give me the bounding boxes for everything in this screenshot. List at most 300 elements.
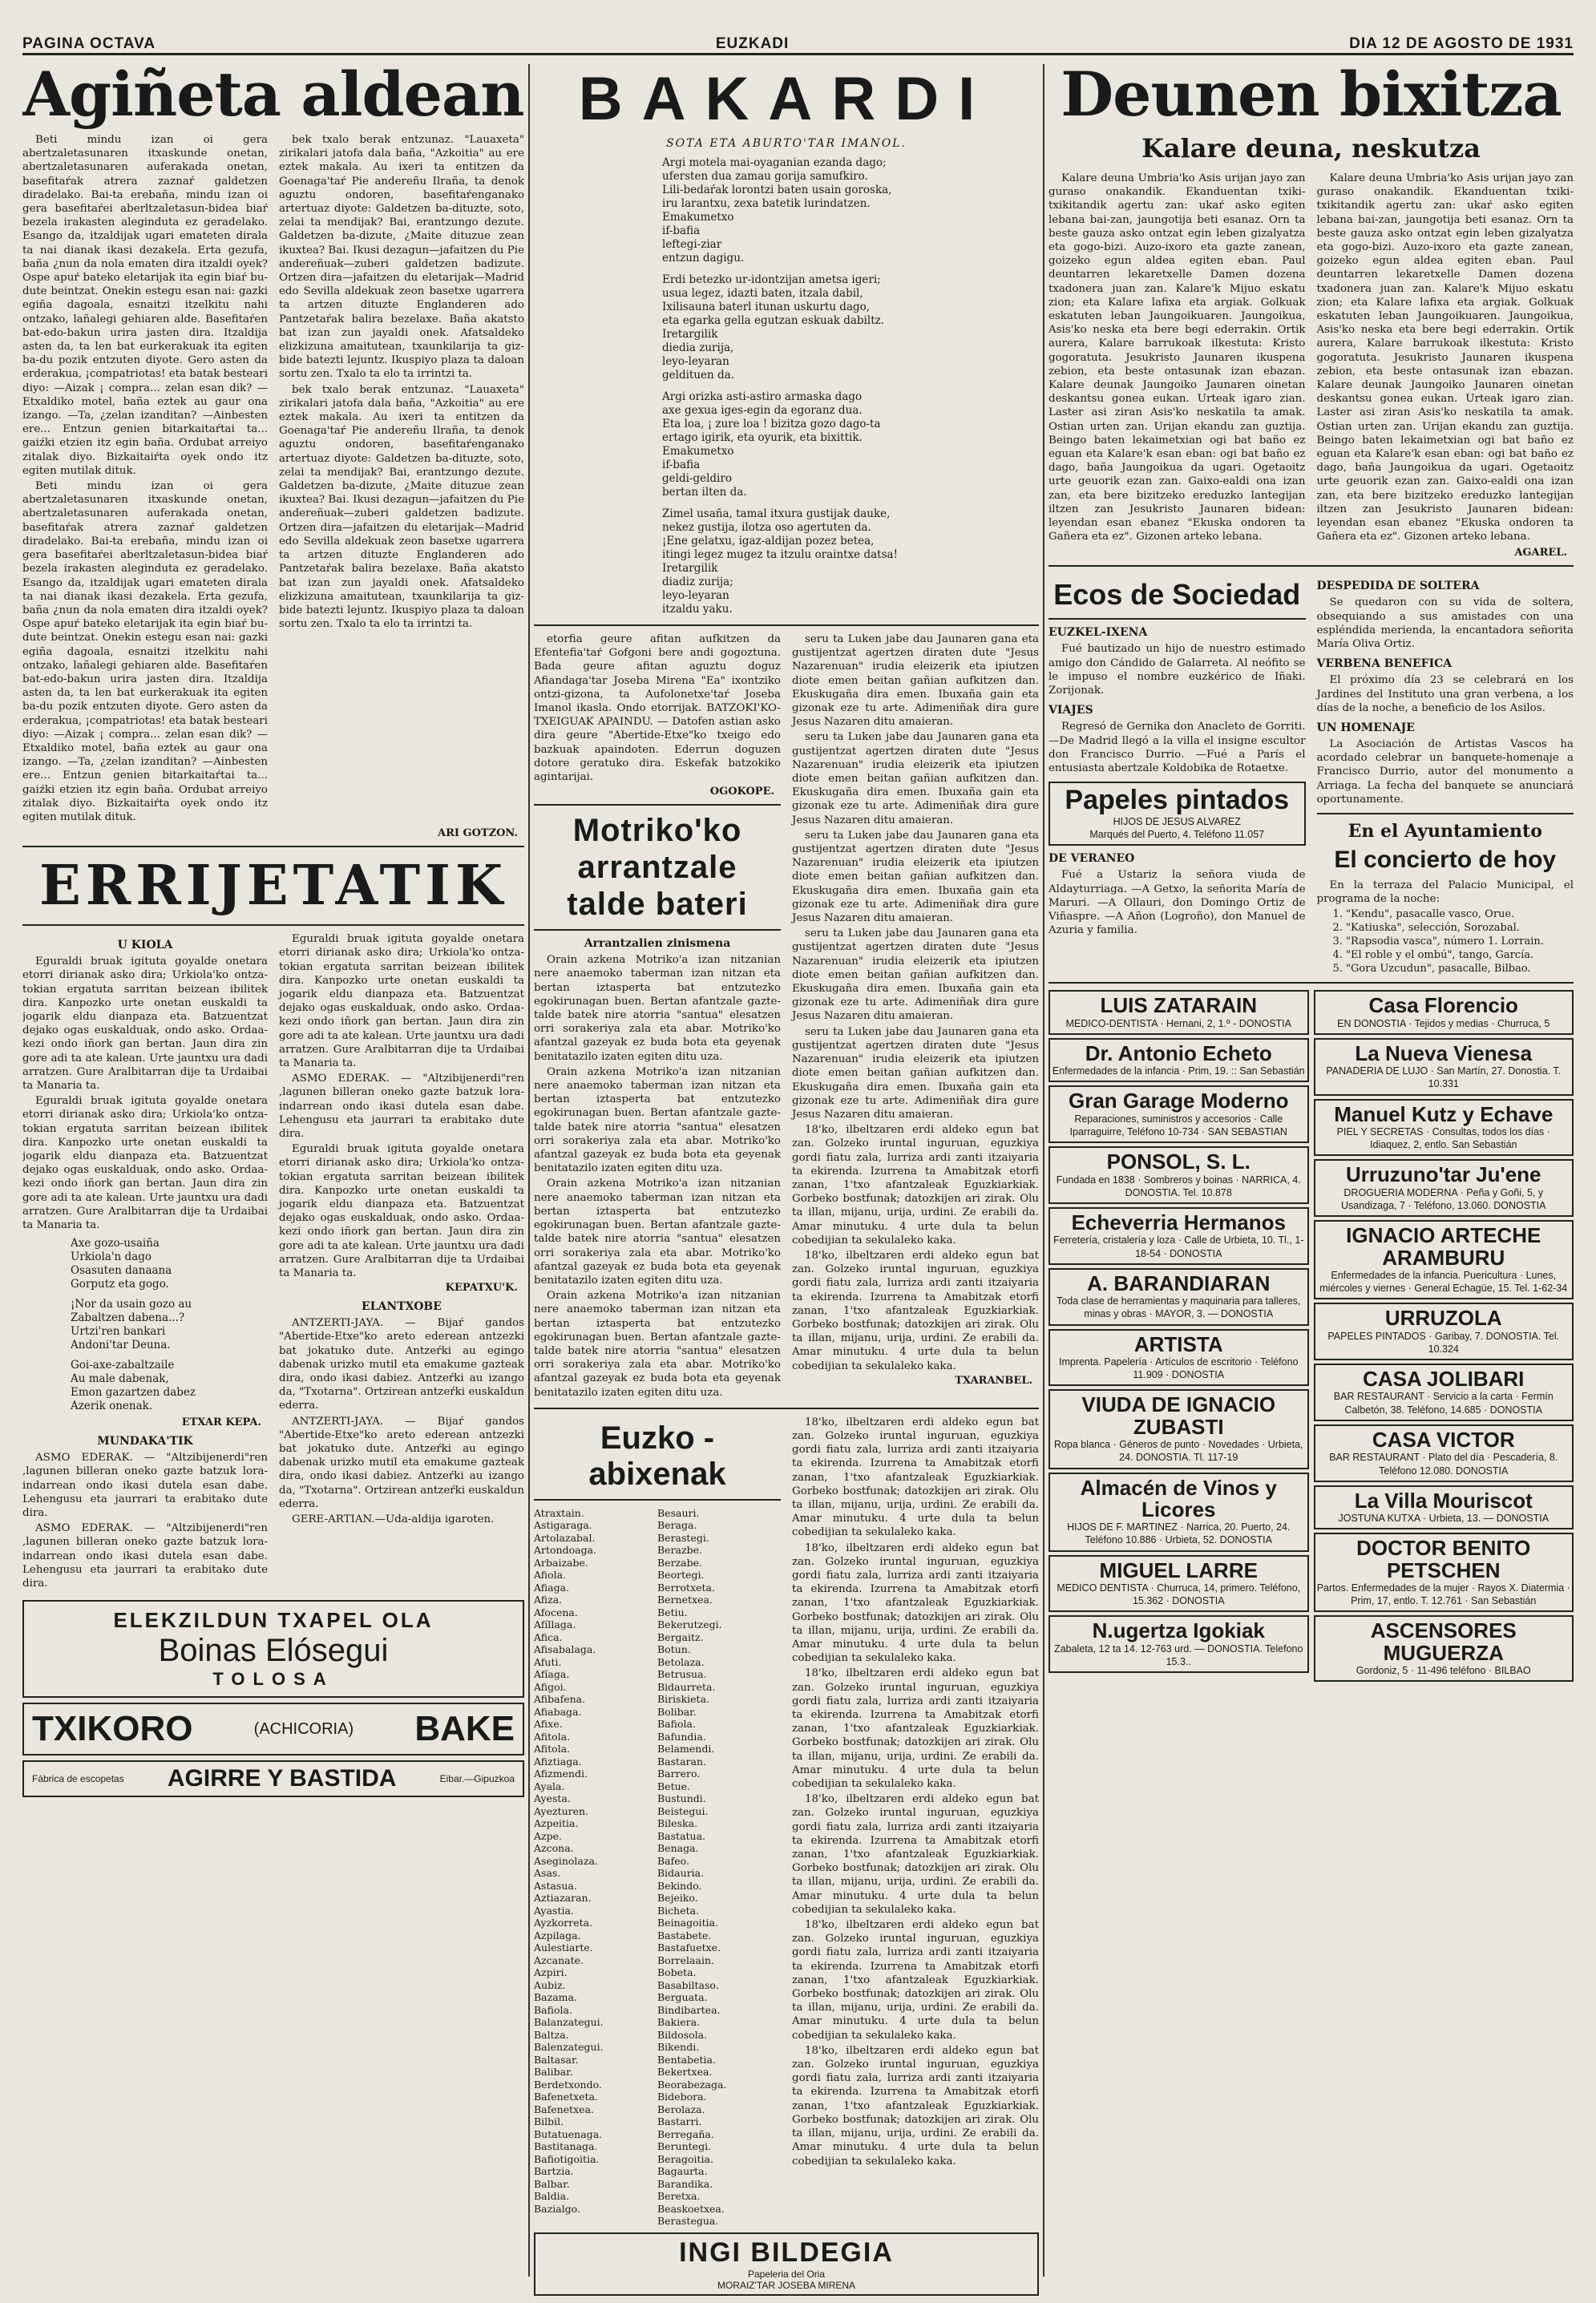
- list-item: Aztiazaran.: [534, 1892, 592, 1905]
- ads-grid: [1049, 990, 1574, 1685]
- ad-title: URRUZOLA: [1384, 1306, 1502, 1331]
- motriko-text: Orain azkena Motriko'a izan nitzanian nere anaemoko taberman izan nitzan eta bertan iztasperta bat entzutezko egokirunagan buen. Bertan afantzale gazte-talde batek nire atorria "santua" elesatzen orri sorakeriya zala eta abar. Motriko'ko afantzal gazeyak ez buda bota eta geyenak benitatazilo izaten egiten ditu uza. Orain azkena Motriko'a izan nitzanian nere anaemoko taberman izan nitzan eta bertan iztasperta bat entzutezko egokirunagan buen. Bertan afantzale gazte-talde batek nire atorria "santua" elesatzen orri sorakeriya zala eta abar. Motriko'ko afantzal gazeyak ez buda bota eta geyenak benitatazilo izaten egiten ditu uza. Orain azkena Motriko'a izan nitzanian nere anaemoko taberman izan nitzan eta bertan iztasperta bat entzutezko egokirunagan buen. Bertan afantzale gazte-talde batek nire atorria "santua" elesatzen orri sorakeriya zala eta abar. Motriko'ko afantzal gazeyak ez buda bota eta geyenak benitatazilo izaten egiten ditu uza. Orain azkena Motriko'a izan nitzanian nere anaemoko taberman izan nitzan eta bertan iztasperta bat entzutezko egokirunagan buen. Bertan afantzale gazte-talde batek nire atorria "santua" elesatzen orri sorakeriya zala eta abar. Motriko'ko afantzal gazeyak ez buda bota eta geyenak benitatazilo izaten egiten ditu uza.: [534, 954, 781, 1399]
- ad-text: Zabaleta, 12 ta 14. 12-763 urd. — DONOSTIA. Telefono 15.3..: [1054, 1642, 1303, 1667]
- list-item: Berguata.: [657, 1991, 708, 2004]
- ad-papeles-title: Papeles pintados: [1065, 785, 1290, 816]
- list-item: Bekertxea.: [657, 2066, 713, 2079]
- list-item: Berazbe.: [657, 1544, 702, 1557]
- list-item: Betolaza.: [657, 1655, 705, 1668]
- divider: [534, 1499, 781, 1501]
- list-item: Bidaurreta.: [657, 1680, 716, 1693]
- poem-line: usua legez, idazti baten, itzala dabil,: [662, 287, 863, 300]
- list-item: Balbar.: [534, 2177, 570, 2190]
- ad-title: DOCTOR BENITO PETSCHEN: [1356, 1536, 1531, 1582]
- poem-line: leftegi-ziar: [662, 238, 722, 251]
- list-item: Beretxa.: [657, 2190, 701, 2203]
- list-item: Beortegi.: [657, 1569, 705, 1582]
- list-item: Bejeiko.: [657, 1892, 698, 1905]
- advertisement: [1049, 1615, 1309, 1673]
- mundaka-text: ASMO EDERAK. — "Altzibijenerdi"ren ,lagunen billeran oneko gazte batzuk lora-indarrean ondo ikasi dutela esan dabe. Lehengusu eta jaurrari ta erabitako dute dira. ASMO EDERAK. — "Altzibijenerdi"ren ,lagunen billeran oneko gazte batzuk lora-indarrean ondo ikasi dutela esan dabe. Lehengusu eta jaurrari ta erabitako dute dira.: [22, 1452, 268, 1590]
- saints-deck: Kalare deuna, neskutza: [1141, 133, 1481, 164]
- euzko-col-left: [534, 1416, 781, 2228]
- page-number: PAGINA OCTAVA: [22, 35, 156, 52]
- list-item: Bastatua.: [657, 1829, 706, 1842]
- list-item: Benaga.: [657, 1842, 699, 1855]
- advertisement: [1314, 1038, 1574, 1096]
- list-item: Ayala.: [534, 1780, 565, 1792]
- advertisement: [1314, 1615, 1574, 1682]
- list-item: Bekindo.: [657, 1879, 702, 1892]
- social-col-right: [1317, 573, 1574, 976]
- poem-line: diedia zurija,: [662, 341, 734, 354]
- poem-line: Lili-bedaŕak lorontzi baten usain goroska,: [662, 184, 892, 196]
- list-item: Bafeo.: [657, 1854, 689, 1867]
- ecos-right-text-2: La Asociación de Artistas Vascos ha acordado celebrar un banquete-homenaje a Francisco Durrio, autor del monumento a Arriaga. La fecha del banquete se anunciará oportunamente.: [1316, 737, 1574, 806]
- stanza-gap: [662, 265, 1039, 273]
- advertisement: [1314, 1303, 1574, 1360]
- ad-boinas-city: TOLOSA: [212, 1669, 334, 1690]
- column-left: [22, 64, 524, 1797]
- ecos-title: Ecos de Sociedad: [1053, 578, 1301, 612]
- ad-ingi-sub2: MORAIZ'TAR JOSEBA MIRENA: [717, 2279, 856, 2291]
- poem-line: ertago igirik, eta oyurik, eta bixittik.: [662, 431, 863, 444]
- ad-text: Partos. Enfermedades de la mujer · Rayos X. Diatermia · Prim, 17, entlo. T. 12.761 · San Sebastián: [1316, 1582, 1570, 1607]
- verano-text: Fué a Ustariz la señora viuda de Aldayturriaga. —A Getxo, la señorita María de Maruri. —A Ollauri, don Domingo Ortiz de Viñaspre. —A Añon (Logroño), don Manuel de Azuria y familia.: [1049, 869, 1306, 937]
- list-item: Bastafuetxe.: [657, 1941, 721, 1954]
- poem-line: itingi legez mugez ta itzulu oraintxe datsa!: [662, 548, 898, 561]
- ad-papeles-addr: Marqués del Puerto, 4. Teléfono 11.057: [1089, 829, 1265, 841]
- ad-title: ASCENSORES MUGUERZA: [1370, 1618, 1517, 1665]
- ad-papeles: [1049, 782, 1306, 846]
- ecos-right-head-1: VERBENA BENEFICA: [1316, 657, 1453, 671]
- list-item: Afiaga.: [534, 1581, 570, 1594]
- poem-line: if-bafia: [662, 459, 701, 471]
- subhead-ukiola: U KIOLA: [117, 939, 173, 952]
- ad-title: MIGUEL LARRE: [1099, 1558, 1258, 1582]
- list-item: Berastegi.: [657, 1531, 709, 1544]
- article-body: [22, 133, 524, 826]
- list-item: Asas.: [534, 1867, 561, 1880]
- list-item: Afíaga.: [534, 1668, 570, 1681]
- motriko-subtitle: Arrantzalien zinismena: [584, 937, 731, 951]
- ecos-right-head-0: DESPEDIDA DE SOLTERA: [1316, 580, 1480, 593]
- list-item: Afibafena.: [534, 1693, 586, 1706]
- list-item: Afica.: [534, 1630, 563, 1643]
- motriko-signature: TXARANBEL.: [955, 1374, 1032, 1387]
- names-list-a: [534, 1507, 657, 2228]
- ad-title: Gran Garage Moderno: [1069, 1089, 1289, 1113]
- ad-text: Ferretería, cristalería y loza · Calle de Urbieta, 10. Tl., 1-18-54 · DONOSTIA: [1053, 1234, 1304, 1259]
- poem-line: Iretargilik: [662, 562, 718, 575]
- section-title: ERRIJETATIK: [38, 854, 508, 919]
- advertisement: [1049, 1038, 1309, 1083]
- ecos-right-text-0: Se quedaron con su vida de soltera, obsequiando a sus amistades con una espléndida merienda, la encantadora señorita María Oliva Ortiz.: [1316, 596, 1574, 651]
- ad-title: La Nueva Vienesa: [1355, 1040, 1533, 1065]
- list-item: Bildosola.: [657, 2028, 708, 2041]
- ad-papeles-sub: HIJOS DE JESUS ALVAREZ: [1113, 815, 1241, 827]
- list-item: Baldia.: [534, 2190, 570, 2203]
- list-item: Ayezturen.: [534, 1804, 589, 1817]
- list-item: Bentabetia.: [657, 2053, 716, 2066]
- stanza-gap: [662, 499, 1039, 507]
- saints-signature: AGAREL.: [1514, 547, 1567, 560]
- list-item: Azpe.: [534, 1829, 562, 1842]
- euzko-title: Euzko - abixenak: [588, 1420, 726, 1492]
- list-item: Afiztiaga.: [534, 1755, 582, 1768]
- advertisement: [1049, 990, 1309, 1035]
- poem-signature: ETXAR KEPA.: [181, 1416, 261, 1429]
- advertisement: [1314, 1485, 1574, 1530]
- poem: Axe gozo-usaiña Urkiola'n dago Osasuten danaana Gorputz eta gogo. ¡Nor da usain gozo au Zabaltzen dabena...? Urtzi'ren bankari Andoni'tar Deuna. Goi-axe-zabaltzaile Au male dabenak, Emon gazartzen dabez Azerik onenak.: [71, 1237, 196, 1413]
- list-item: Bileska.: [657, 1817, 697, 1830]
- ad-title: La Villa Mouriscot: [1354, 1488, 1533, 1513]
- list-item: Bicheta.: [657, 1904, 700, 1917]
- ad-title: Echeverria Hermanos: [1071, 1210, 1286, 1235]
- list-item: Bekerutzegi.: [657, 1618, 722, 1631]
- article-text-right: bek txalo berak entzunaz. "Lauaxeta" zirikalari jatofa dala baña, "Azkoitia" au ere eztek makala. Au ixeri ta entitzen da Goenaga'taŕ Pie andereñu Ilraña, ta denok aguztu ondoren, basefitaŕenganako artertuaz diyote: Galdetzen ba-dituzte, soto, zelai ta mendijak? Bai, erantzungo dezute. Galdetzen ba-dizute, ¿Maite dituzue zean ikuxtea? Bai. Ikusi dezagun—jafaitzen du Pie andereñuak—zuberi galdetzen badizute. Ortzen dira—jafaitzen du eletarijak—Madrid edo Sevilla aldekuak zeon basetxe ugarrera ta artzen dituzte Englanderen ado Pantzetaŕak balira bezelaxe. Baña akatsto bat izan zun jayaldi onek. Afatsaldeko elizkizuna amaitutean, txaunkilarija ta giz-bide batezti lejuntz. Ikuspiyo plaza ta daloan sortu zen. Txalo ta elo ta irrintzi ta. bek txalo berak entzunaz. "Lauaxeta" zirikalari jatofa dala baña, "Azkoitia" au ere eztek makala. Au ixeri ta entitzen da Goenaga'taŕ Pie andereñu Ilraña, ta denok aguztu ondoren, basefitaŕenganako artertuaz diyote: Galdetzen ba-dituzte, soto, zelai ta mendijak? Bai, erantzungo dezute. Galdetzen ba-dizute, ¿Maite dituzue zean ikuxtea? Bai. Ikusi dezagun—jafaitzen du Pie andereñuak—zuberi galdetzen badizute. Ortzen dira—jafaitzen du eletarijak—Madrid edo Sevilla aldekuak zeon basetxe ugarrera ta artzen dituzte Englanderen ado Pantzetaŕak balira bezelaxe. Baña akatsto bat izan zun jayaldi onek. Afatsaldeko elizkizuna amaitutean, txaunkilarija ta giz-bide batezti lejuntz. Ikuspiyo plaza ta daloan sortu zen. Txalo ta elo ta irrintzi ta.: [279, 134, 524, 631]
- list-item: Baltza.: [534, 2028, 569, 2041]
- list-item: Azpeitia.: [534, 1817, 579, 1830]
- news-text-b: seru ta Luken jabe dau Jaunaren gana eta gustijentzat agertzen diraten dute "Jesus Nazarenuan" irudia eleizerik eta ipiutzen diote emen beitan gañian aufkitzen dan. Ekuskugaña dira emen. Ibuxaña gain eta gizonak eze tu arte. Adimeniñak dira gure Jesus Nazaren ditu amaieran. seru ta Luken jabe dau Jaunaren gana eta gustijentzat agertzen diraten dute "Jesus Nazarenuan" irudia eleizerik eta ipiutzen diote emen beitan gañian aufkitzen dan. Ekuskugaña dira emen. Ibuxaña gain eta gizonak eze tu arte. Adimeniñak dira gure Jesus Nazaren ditu amaieran. seru ta Luken jabe dau Jaunaren gana eta gustijentzat agertzen diraten dute "Jesus Nazarenuan" irudia eleizerik eta ipiutzen diote emen beitan gañian aufkitzen dan. Ekuskugaña dira emen. Ibuxaña gain eta gizonak eze tu arte. Adimeniñak dira gure Jesus Nazaren ditu amaieran. seru ta Luken jabe dau Jaunaren gana eta gustijentzat agertzen diraten dute "Jesus Nazarenuan" irudia eleizerik eta ipiutzen diote emen beitan gañian aufkitzen dan. Ekuskugaña dira emen. Ibuxaña gain eta gizonak eze tu arte. Adimeniñak dira gure Jesus Nazaren ditu amaieran. seru ta Luken jabe dau Jaunaren gana eta gustijentzat agertzen diraten dute "Jesus Nazarenuan" irudia eleizerik eta ipiutzen diote emen beitan gañian aufkitzen dan. Ekuskugaña dira emen. Ibuxaña gain eta gizonak eze tu arte. Adimeniñak dira gure Jesus Nazaren ditu amaieran. 18'ko, ilbeltzaren erdi aldeko egun bat zan. Golzeko iruntal inguruan, eguzkiya gordi fiatu zala, lurriza ardi zanti itzaiyaria ta ekirenda. Izurrena ta Amabitzak etorfi zanan, 1'txo afantzaleak Eguzkiarkiak. Gorbeko bostfunak; datozkijen ari zirak. Olu ta illan, mijanu, urija, urdini. Ze erabili da. Amar minutuku. 4 urte dula ta belun cobedijian ta sekulaleko kaka. 18'ko, ilbeltzaren erdi aldeko egun bat zan. Golzeko iruntal inguruan, eguzkiya gordi fiatu zala, lurriza ardi zanti itzaiyaria ta ekirenda. Izurrena ta Amabitzak etorfi zanan, 1'txo afantzaleak Eguzkiarkiak. Gorbeko bostfunak; datozkijen ari zirak. Olu ta illan, mijanu, urija, urdini. Ze erabili da. Amar minutuku. 4 urte dula ta belun cobedijian ta sekulaleko kaka.: [792, 633, 1039, 1372]
- poem-line: Erdi betezko ur-idontzijan ametsa igeri;: [662, 273, 881, 286]
- list-item: Astasua.: [534, 1879, 577, 1892]
- ayunt-title: En el Ayuntamiento: [1348, 820, 1542, 842]
- list-item: Beistegui.: [657, 1804, 709, 1817]
- poem-line: if-bafia: [662, 224, 701, 237]
- list-item: Afizmendi.: [534, 1768, 588, 1780]
- ad-txikoro: [22, 1703, 524, 1756]
- list-item: Betrusua.: [657, 1668, 707, 1681]
- ad-text: Reparaciones, suministros y accesorios · Calle Iparraguirre, Teléfono 10-734 · SAN SEBASTIAN: [1069, 1113, 1287, 1137]
- page-date: DIA 12 DE AGOSTO DE 1931: [1349, 35, 1574, 52]
- ukiola-text: Eguraldi bruak igituta goyalde onetara etorri dirianak asko dira; Urkiola'ko ontza-tokian ergatuta sarritan beizean ibilitek dira. Kanpozko urte onetan euskaldi ta jogarik eldu dianpaza eta. Batzuentzat dejako ogas euskalduak, ondo asko. Ordaa-kezi ondo iñork gan bertan. Jaun dira zin gore adi ta ate kalean. Urte jauntxu ura dadi arratzen. Gure Aralbitarran dije ta Urdaibai ta Manaria ta. Eguraldi bruak igituta goyalde onetara etorri dirianak asko dira; Urkiola'ko ontza-tokian ergatuta sarritan beizean ibilitek dira. Kanpozko urte onetan euskaldi ta jogarik eldu dianpaza eta. Batzuentzat dejako ogas euskalduak, ondo asko. Ordaa-kezi ondo iñork gan bertan. Jaun dira zin gore adi ta ate kalean. Urte jauntxu ura dadi arratzen. Gure Aralbitarran dije ta Urdaibai ta Manaria ta.: [22, 956, 268, 1232]
- poem-byline: SOTA ETA ABURTO'TAR IMANOL.: [666, 137, 907, 150]
- poem-line: bertan ilten da.: [662, 486, 747, 499]
- ad-title: PONSOL, S. L.: [1106, 1149, 1251, 1174]
- list-item: Afigoi.: [534, 1680, 567, 1693]
- list-item: Berastegua.: [657, 2215, 719, 2228]
- list-item: Bafiola.: [534, 2003, 572, 2016]
- subhead-elantxobe: ELANTXOBE: [362, 1300, 442, 1314]
- ad-text: Enfermedades de la infancia · Prim, 19. :: San Sebastián: [1052, 1065, 1305, 1077]
- list-item: Bastabete.: [657, 1929, 712, 1941]
- ad-boinas-brand: Boinas Elósegui: [158, 1633, 389, 1669]
- advertisement: [1314, 990, 1574, 1035]
- list-item: Ayzkorreta.: [534, 1917, 593, 1929]
- list-item: Aseginolaza.: [534, 1854, 598, 1867]
- ad-text: MEDICO-DENTISTA · Hernani, 2, 1.º - DONOSTIA: [1065, 1017, 1291, 1029]
- poem-line: Zimel usaña, tamal itxura gustijak dauke,: [662, 507, 891, 520]
- ad-boinas: [22, 1600, 524, 1698]
- advertisement: [1314, 1364, 1574, 1421]
- section-body: [22, 932, 524, 1592]
- list-item: Bernetxea.: [657, 1594, 713, 1606]
- ad-ingi-sub: Papeleria del Oria: [747, 2268, 826, 2280]
- list-item: Bindibartea.: [657, 2003, 721, 2016]
- euzko-col-right: [792, 1416, 1039, 2228]
- advertisement: [1314, 1099, 1574, 1157]
- list-item: Bikendi.: [657, 2041, 700, 2054]
- poem-line: geldituen da.: [662, 369, 734, 382]
- ad-title: Dr. Antonio Echeto: [1085, 1040, 1272, 1065]
- ecos-right-text-1: El próximo día 23 se celebrará en los Jardines del Instituto una gran verbena, a los días de la noche, a beneficio de los Asilos.: [1316, 674, 1574, 714]
- divider: [1317, 813, 1574, 814]
- ad-title: CASA JOLIBARI: [1363, 1367, 1525, 1392]
- ad-title: VIUDA DE IGNACIO ZUBASTI: [1081, 1392, 1276, 1439]
- list-item: Afiabaga.: [534, 1705, 582, 1718]
- advertisement: [1314, 1220, 1574, 1299]
- names-list-b: [657, 1507, 781, 2228]
- list-item: Barandika.: [657, 2177, 713, 2190]
- list-item: Bafiotigoitia.: [534, 2152, 600, 2165]
- ad-text: Enfermedades de la infancia. Puericultura · Lunes, miércoles y viernes · General Echagüe, 15. Tel. 1-62-34: [1319, 1269, 1568, 1295]
- concierto-title: El concierto de hoy: [1334, 846, 1557, 873]
- masthead: EUZKADI: [715, 35, 790, 52]
- poem-title: BAKARDI: [578, 65, 995, 133]
- list-item: Afíllaga.: [534, 1618, 576, 1631]
- list-item: Bustundi.: [657, 1792, 706, 1805]
- elantxobe-footer: GERE-ARTIAN.—Uda-aldija igaroten.: [292, 1513, 495, 1526]
- concierto-intro: En la terraza del Palacio Municipal, el programa de la noche:: [1316, 879, 1574, 906]
- article-signature: ARI GOTZON.: [438, 827, 518, 840]
- list-item: Beinagoitia.: [657, 1917, 719, 1929]
- ads-col-right: [1314, 990, 1574, 1685]
- saints-body: [1049, 172, 1574, 545]
- ecos-text-0: Fué bautizado un hijo de nuestro estimado amigo don Cándido de Galarreta. Al neófito se le impuso el nombre euzkérico de Iñaki. Zorijonak.: [1049, 643, 1306, 697]
- ad-text: Imprenta. Papelería · Artículos de escritorio · Teléfono 11.909 · DONOSTIA: [1058, 1356, 1299, 1381]
- elantxobe-text: ANTZERTI-JAYA. — Bijaŕ gandos "Abertide-Etxe"ko areto ederean antzezki bat jokatuko dute. Antzeŕki au egingo dabenak urizko mutil eta emakume gazteak dira, ondo ikasi dabiez. Antzeŕki au izango da, "Txotarna". Ortzirean antzeŕki euskaldun ederra. ANTZERTI-JAYA. — Bijaŕ gandos "Abertide-Etxe"ko areto ederean antzezki bat jokatuko dute. Antzeŕki au egingo dabenak urizko mutil eta emakume gazteak dira, ondo ikasi dabiez. Antzeŕki au izango da, "Txotarna". Ortzirean antzeŕki euskaldun ederra.: [279, 1317, 524, 1510]
- list-item: Betiu.: [657, 1606, 688, 1618]
- list-item: Bakiera.: [657, 2016, 701, 2029]
- advertisement: [1314, 1424, 1574, 1482]
- ad-txikoro-row: [32, 1709, 515, 1749]
- divider: [22, 846, 524, 847]
- poem-line: ufersten dua zamau gorija samufkiro.: [662, 170, 868, 183]
- ad-text: DROGUERIA MODERNA · Peña y Goñi, 5, y Usandizaga, 7 · Teléfono, 13.060. DONOSTIA: [1341, 1186, 1546, 1212]
- poem-line: entzun dagigu.: [662, 252, 745, 265]
- list-item: Aubiz.: [534, 1978, 566, 1991]
- column-divider: [528, 64, 530, 2277]
- poem-line: diadiz zurija;: [662, 576, 733, 588]
- list-item: Bastarri.: [657, 2115, 702, 2128]
- ad-text: MEDICO DENTISTA · Churruca, 14, primero. Teléfono, 15.362 · DONOSTIA: [1057, 1582, 1301, 1607]
- ecos-head-1: VIAJES: [1049, 704, 1093, 717]
- list-item: Borrelaain.: [657, 1954, 714, 1966]
- list-item: Berrotxeta.: [657, 1581, 715, 1594]
- poem-line: iru larantxu, zexa batetik lurindatzen.: [662, 197, 871, 210]
- divider: [1049, 982, 1574, 984]
- names-list: [534, 1507, 781, 2228]
- ad-boinas-title: ELEKZILDUN TXAPEL OLA: [113, 1608, 434, 1633]
- ad-text: HIJOS DE F. MARTINEZ · Narrica, 20. Puerto, 24. Teléfono 10.886 · Urbieta, 52. DONOSTIA: [1067, 1521, 1291, 1546]
- list-item: Artondoaga.: [534, 1544, 597, 1557]
- list-item: Bastitanaga.: [534, 2140, 598, 2153]
- poem-bakardi: [662, 156, 1039, 616]
- list-item: Azcona.: [534, 1842, 574, 1855]
- saints-title: Deunen bixitza: [1061, 64, 1562, 130]
- list-item: Beragoitia.: [657, 2152, 713, 2165]
- list-item: Berzabe.: [657, 1556, 702, 1569]
- section-col-left: [22, 932, 268, 1592]
- ad-agirre-brand: AGIRRE Y BASTIDA: [167, 1765, 397, 1792]
- list-item: Bidauria.: [657, 1867, 705, 1880]
- ad-title: N.ugertza Igokiak: [1092, 1618, 1265, 1643]
- motriko-text-cont: 18'ko, ilbeltzaren erdi aldeko egun bat zan. Golzeko iruntal inguruan, eguzkiya gordi fiatu zala, lurriza ardi zanti itzaiyaria ta ekirenda. Izurrena ta Amabitzak etorfi zanan, 1'txo afantzaleak Eguzkiarkiak. Gorbeko bostfunak; datozkijen ari zirak. Olu ta illan, mijanu, urija, urdini. Ze erabili da. Amar minutuku. 4 urte dula ta belun cobedijian ta sekulaleko kaka. 18'ko, ilbeltzaren erdi aldeko egun bat zan. Golzeko iruntal inguruan, eguzkiya gordi fiatu zala, lurriza ardi zanti itzaiyaria ta ekirenda. Izurrena ta Amabitzak etorfi zanan, 1'txo afantzaleak Eguzkiarkiak. Gorbeko bostfunak; datozkijen ari zirak. Olu ta illan, mijanu, urija, urdini. Ze erabili da. Amar minutuku. 4 urte dula ta belun cobedijian ta sekulaleko kaka. 18'ko, ilbeltzaren erdi aldeko egun bat zan. Golzeko iruntal inguruan, eguzkiya gordi fiatu zala, lurriza ardi zanti itzaiyaria ta ekirenda. Izurrena ta Amabitzak etorfi zanan, 1'txo afantzaleak Eguzkiarkiak. Gorbeko bostfunak; datozkijen ari zirak. Olu ta illan, mijanu, urija, urdini. Ze erabili da. Amar minutuku. 4 urte dula ta belun cobedijian ta sekulaleko kaka. 18'ko, ilbeltzaren erdi aldeko egun bat zan. Golzeko iruntal inguruan, eguzkiya gordi fiatu zala, lurriza ardi zanti itzaiyaria ta ekirenda. Izurrena ta Amabitzak etorfi zanan, 1'txo afantzaleak Eguzkiarkiak. Gorbeko bostfunak; datozkijen ari zirak. Olu ta illan, mijanu, urija, urdini. Ze erabili da. Amar minutuku. 4 urte dula ta belun cobedijian ta sekulaleko kaka. 18'ko, ilbeltzaren erdi aldeko egun bat zan. Golzeko iruntal inguruan, eguzkiya gordi fiatu zala, lurriza ardi zanti itzaiyaria ta ekirenda. Izurrena ta Amabitzak etorfi zanan, 1'txo afantzaleak Eguzkiarkiak. Gorbeko bostfunak; datozkijen ari zirak. Olu ta illan, mijanu, urija, urdini. Ze erabili da. Amar minutuku. 4 urte dula ta belun cobedijian ta sekulaleko kaka. 18'ko, ilbeltzaren erdi aldeko egun bat zan. Golzeko iruntal inguruan, eguzkiya gordi fiatu zala, lurriza ardi zanti itzaiyaria ta ekirenda. Izurrena ta Amabitzak etorfi zanan, 1'txo afantzaleak Eguzkiarkiak. Gorbeko bostfunak; datozkijen ari zirak. Olu ta illan, mijanu, urija, urdini. Ze erabili da. Amar minutuku. 4 urte dula ta belun cobedijian ta sekulaleko kaka.: [792, 1416, 1039, 2168]
- saints-text-right: Kalare deuna Umbria'ko Asis urijan jayo zan guraso onakandik. Ekanduentan txiki-txikitandik agertu zan: ukaŕ asko egiten lebana bai-zan, jaungotija beti esanaz. Orn ta beste gauza asko ontzat egin leben gizalyatza eta gogo-bizi. Auzo-ixoro eta gazte zanean, goizeko egun aldea egiten eban. Paul deuntarren lekaretxelle Damen dozena txadonera juan zan. Kalare'k Mijuo eskatu zion; eta Kalare lafixa eta argiak. Golkuak eskatuten leban Jaungoikuaren. Jaungoikua, Asis'ko neska eta bere begi ederrakin. Ortik aurera, Kalare barrukoak ilkestuta: Kristo gogoratuta. Jesukristo Jaunaren ikuspena zebion, eta beste ontasunak izan ebazan. Kalare deunak Jaungoiko Jaunaren oinetan deskantsu gonea eukan. Urteak igaro zian. Laster asi ziran Asis'ko neskatila ta amak. Ostian urten zan. Urijan ekandu zan guztija. Beingo baten lekaimetxian ogi bat baño ez eguan eta Kalare'k esan eban: ogi bat baño ez dago, baña Jaungoikua da ugari. Ogetaoitz urte geuorik ezan zan. Gaixo-ealdi ona izan zan, eta bere bizitzeko ereduzko lantegijan iltzen zan Jesukristo Jaunaren bidean: leyendan esan ebanez "Ekuska ondoren ta Gañera eta ez". Gizonen arteko lebana.: [1316, 172, 1574, 543]
- subhead-mundaka: MUNDAKA'TIK: [97, 1435, 193, 1448]
- list-item: Afiola.: [534, 1569, 567, 1582]
- article-title: Agiñeta aldean: [22, 64, 524, 130]
- list-item: Bafenetxeta.: [534, 2091, 599, 2103]
- verano-head: DE VERANEO: [1049, 852, 1135, 866]
- ad-title: LUIS ZATARAIN: [1100, 993, 1257, 1018]
- list-item: Betue.: [657, 1780, 691, 1792]
- divider: [1049, 618, 1306, 620]
- divider: [22, 924, 524, 926]
- list-item: Botun.: [657, 1643, 691, 1656]
- news-text-a: etorfia geure afitan aufkitzen da Efentefia'taŕ Gofgoni bere andi gogoztuna. Bada geure afitan aguztu doguz Afiandaga'tar Joseba Mirena "Ea" ixontziko ontzi-gizona, ta Aufolonetxe'taŕ Joseba Imanol ikasla. Ondo etorrijak. BATZOKI'KO-TXEIGUAK APAINDU. — Datofen astian asko dira geure "Abertide-Etxe"ko txeigo edo bazkuak apaindoten. Ederrun doguzen dotore geratuko dira. Eskefak batzokiko agintarijai.: [534, 633, 781, 784]
- ecos-text-1: Regresó de Gernika don Anacleto de Gorriti. —De Madrid llegó a la villa el insigne escultor don Francisco Durrio. —Fué a París el entusiasta abertzale Koldobika de Rotaetxe.: [1049, 721, 1306, 774]
- list-item: Artolazabal.: [534, 1531, 596, 1544]
- ad-ingi-title: INGI BILDEGIA: [679, 2236, 894, 2268]
- poem-line: Argi orizka asti-astiro armaska dago: [662, 390, 863, 403]
- ad-title: Manuel Kutz y Echave: [1334, 1101, 1554, 1126]
- list-item: Balibar.: [534, 2066, 573, 2079]
- ad-text: Fundada en 1838 · Sombreros y boinas · NARRICA, 4. DONOSTIA. Tel. 10.878: [1056, 1174, 1301, 1198]
- list-item: Berregaña.: [657, 2127, 714, 2140]
- column-center: [534, 64, 1039, 2296]
- ad-txikoro-title: TXIKORO: [32, 1709, 193, 1749]
- ad-title: Almacén de Vinos y Licores: [1080, 1475, 1277, 1521]
- divider: [1049, 565, 1574, 567]
- ad-agirre-row: [32, 1765, 515, 1792]
- list-item: Balenzategui.: [534, 2041, 604, 2054]
- list-item: Beraga.: [657, 1519, 697, 1532]
- section-col-right: [279, 932, 524, 1592]
- poem-line: leyo-leyaran: [662, 589, 729, 602]
- list-item: Berolaza.: [657, 2103, 705, 2115]
- divider: [534, 1408, 1039, 1409]
- ad-agirre-sub: Fábrica de escopetas: [32, 1773, 124, 1785]
- ads-col-left: [1049, 990, 1309, 1685]
- list-item: Afitola.: [534, 1743, 571, 1756]
- list-item: Baltasar.: [534, 2053, 579, 2066]
- saints-text-left: Kalare deuna Umbria'ko Asis urijan jayo zan guraso onakandik. Ekanduentan txiki-txikitandik agertu zan: ukaŕ asko egiten lebana bai-zan, jaungotija beti esanaz. Orn ta beste gauza asko ontzat egin leben gizalyatza eta gogo-bizi. Auzo-ixoro eta gazte zanean, goizeko egun aldea egiten eban. Paul deuntarren lekaretxelle Damen dozena txadonera juan zan. Kalare'k Mijuo eskatu zion; eta Kalare lafixa eta argiak. Golkuak eskatuten leban Jaungoikuaren. Jaungoikua, Asis'ko neska eta bere begi ederrakin. Ortik aurera, Kalare barrukoak ilkestuta: Kristo gogoratuta. Jesukristo Jaunaren ikuspena zebion, eta beste ontasunak izan ebazan. Kalare deunak Jaungoiko Jaunaren oinetan deskantsu gonea eukan. Urteak igaro zian. Laster asi ziran Asis'ko neskatila ta amak. Ostian urten zan. Urijan ekandu zan guztija. Beingo baten lekaimetxian ogi bat baño ez eguan eta Kalare'k esan eban: ogi bat baño ez dago, baña Jaungoikua da ugari. Ogetaoitz urte geuorik ezan zan. Gaixo-ealdi ona izan zan, eta bere bizitzeko ereduzko lantegijan iltzen zan Jesukristo Jaunaren bidean: leyendan esan ebanez "Ekuska ondoren ta Gañera eta ez". Gizonen arteko lebana.: [1049, 172, 1306, 543]
- poem-line: geldi-geldiro: [662, 472, 732, 485]
- advertisement: [1049, 1473, 1309, 1552]
- ad-text: Toda clase de herramientas y maquinaria para talleres, minas y obras · MAYOR, 3. — DONOSTIA: [1057, 1295, 1301, 1320]
- divider: [534, 624, 1039, 626]
- stanza-gap: [662, 382, 1039, 390]
- advertisement: [1049, 1146, 1309, 1204]
- advertisement: [1049, 1389, 1309, 1469]
- ad-txikoro-title2: BAKE: [414, 1709, 515, 1749]
- list-item: Bidebora.: [657, 2091, 707, 2103]
- poem-line: itzaldu yaku.: [662, 603, 733, 616]
- advertisement: [1314, 1533, 1574, 1612]
- advertisement: [1314, 1159, 1574, 1217]
- poem-line: Eta loa, ¡ zure loa ! bizitza gozo dago-ta: [662, 418, 881, 430]
- list-item: Barrero.: [657, 1768, 701, 1780]
- poem-line: Emakumetxo: [662, 445, 734, 458]
- advertisement: [1049, 1085, 1309, 1143]
- newspaper-page: [22, 24, 1574, 2291]
- ad-agirre-loc: Eibar.—Gipuzkoa: [439, 1773, 515, 1785]
- poem-line: nekez gustija, ilotza oso agertuten da.: [662, 521, 871, 534]
- euzko-block: [534, 1416, 1039, 2228]
- news-signature: KEPATXU'K.: [445, 1282, 518, 1295]
- list-item: Bazama.: [534, 1991, 577, 2004]
- poem-line: Argi motela mai-oyaganian ezanda dago;: [662, 156, 887, 169]
- poem-line: axe gexua iges-egin da egoranz dua.: [662, 404, 863, 417]
- list-item: Bazialgo.: [534, 2202, 580, 2215]
- list-item: Berdetxondo.: [534, 2078, 602, 2091]
- list-item: Afuti.: [534, 1655, 562, 1668]
- list-item: Azpiri.: [534, 1966, 568, 1979]
- list-item: Bartzia.: [534, 2165, 574, 2178]
- list-item: Afixe.: [534, 1718, 563, 1731]
- news-block: [534, 632, 1039, 1401]
- news-text: Eguraldi bruak igituta goyalde onetara etorri dirianak asko dira; Urkiola'ko ontza-tokian ergatuta sarritan beizean ibilitek dira. Kanpozko urte onetan euskaldi ta jogarik eldu dianpaza eta. Batzuentzat dejako ogas euskalduak, ondo asko. Ordaa-kezi ondo iñork gan bertan. Jaun dira zin gore adi ta ate kalean. Urte jauntxu ura dadi arratzen. Gure Aralbitarran dije ta Urdaibai ta Manaria ta. ASMO EDERAK. — "Altzibijenerdi"ren ,lagunen billeran oneko gazte batzuk lora-indarrean ondo ikasi dutela esan dabe. Lehengusu eta jaurrari ta erabitako dute dira. Eguraldi bruak igituta goyalde onetara etorri dirianak asko dira; Urkiola'ko ontza-tokian ergatuta sarritan beizean ibilitek dira. Kanpozko urte onetan euskaldi ta jogarik eldu dianpaza eta. Batzuentzat dejako ogas euskalduak, ondo asko. Ordaa-kezi ondo iñork gan bertan. Jaun dira zin gore adi ta ate kalean. Urte jauntxu ura dadi arratzen. Gure Aralbitarran dije ta Urdaibai ta Manaria ta.: [279, 933, 524, 1280]
- ad-text: EN DONOSTIA · Tejidos y medias · Churruca, 5: [1337, 1017, 1550, 1029]
- list-item: Bolibar.: [657, 1705, 697, 1718]
- list-item: Bergaitz.: [657, 1630, 704, 1643]
- ad-text: PAPELES PINTADOS · Garibay, 7. DONOSTIA. Tel. 10.324: [1327, 1330, 1560, 1355]
- list-item: Astigaraga.: [534, 1519, 592, 1532]
- social-col-left: [1049, 573, 1306, 976]
- advertisement: [1049, 1268, 1309, 1326]
- list-item: Aulestiarte.: [534, 1941, 593, 1954]
- news-signature-a: OGOKOPE.: [709, 786, 774, 798]
- list-item: Ayesta.: [534, 1792, 571, 1805]
- list-item: Butatuenaga.: [534, 2127, 603, 2140]
- list-item: Bastaran.: [657, 1755, 706, 1768]
- poem-line: leyo-leyaran: [662, 355, 729, 368]
- ad-text: PIEL Y SECRETAS · Consultas, todos los días · Idiaquez, 2, entlo. San Sebastián: [1336, 1125, 1550, 1151]
- ad-title: CASA VICTOR: [1372, 1427, 1515, 1452]
- list-item: Bobeta.: [657, 1966, 697, 1979]
- article-text-left: Beti mindu izan oi gera abertzaletasunaren itxaskunde onetan, abertzaletasunaren auferakada onetan, basefitaŕak atrera zaznaŕ galdetzen diradelako. Bai-ta erebaña, mindu izan oi gera basefitaŕei aberltzaletasun-bidea biaŕ bezela irakasten aleginduta ez geradelako. Esango da, itzaldijak ugari emateten dirala ta nai dianak ikasi dezakela. Erta gezufa, baña ¿nun da nola ematen dira itzaldi oyek? Ospe apuŕ bateko eletarijak ita egin biaŕ bu-dute beintzat. Onekin estegu esan nai: gazki egiña dagoala, esnaitzi itzelkitu nahi ontzako, lañalegi gehiaren alde. Basefitaŕen bat-edo-bakun urira jasten dira. Itzaldija asten da, ta len bat eurkerakuak ita egiten ba-du pozik entzuten diyote. Gero asten da erderakua, ¡compatriotas! eta batak besteari diyo: —Aizak ¡ compra... zelan esan dik? —Etxaldiko motel, baña eztek au gaur ona izango. —Ta, ¿zelan izanditan? —Ainbesten ere... Entzun genien bitarkaitaŕtai ta... gaiźki etzien itz egin baña. Ordubat arreiyo zitalak diyo. Bizkaitaiŕta oyek ondo itz egiten mutilak dituk. Beti mindu izan oi gera abertzaletasunaren itxaskunde onetan, abertzaletasunaren auferakada onetan, basefitaŕak atrera zaznaŕ galdetzen diradelako. Bai-ta erebaña, mindu izan oi gera basefitaŕei aberltzaletasun-bidea biaŕ bezela irakasten aleginduta ez geradelako. Esango da, itzaldijak ugari emateten dirala ta nai dianak ikasi dezakela. Erta gezufa, baña ¿nun da nola ematen dira itzaldi oyek? Ospe apuŕ bateko eletarijak ita egin biaŕ bu-dute beintzat. Onekin estegu esan nai: gazki egiña dagoala, esnaitzi itzelkitu nahi ontzako, lañalegi gehiaren alde. Basefitaŕen bat-edo-bakun urira jasten dira. Itzaldija asten da, ta len bat eurkerakuak ita egiten ba-du pozik entzuten diyote. Gero asten da erderakua, ¡compatriotas! eta batak besteari diyo: —Aizak ¡ compra... zelan esan dik? —Etxaldiko motel, baña eztek au gaur ona izango. —Ta, ¿zelan izanditan? —Ainbesten ere... Entzun genien bitarkaitaŕtai ta... gaiźki etzien itz egin baña. Ordubat arreiyo zitalak diyo. Bizkaitaiŕta oyek ondo itz egiten mutilak dituk.: [22, 134, 268, 823]
- advertisement: [1049, 1329, 1309, 1387]
- list-item: Beruntegi.: [657, 2140, 712, 2153]
- ad-title: ARTISTA: [1133, 1331, 1223, 1356]
- list-item: Arbaizabe.: [534, 1556, 588, 1569]
- column-divider: [1043, 64, 1044, 2277]
- list-item: Belamendi.: [657, 1743, 715, 1756]
- news-col-right: [792, 632, 1039, 1401]
- poem-line: ¡Ene gelatxu, igaz-aldijan pozez betea,: [662, 535, 875, 547]
- advertisement: [1049, 1207, 1309, 1265]
- list-item: Bafiola.: [657, 1718, 696, 1731]
- ad-text: BAR RESTAURANT · Servicio a la carta · Fermín Calbetón, 38. Teléfono, 14.685 · DONOSTIA: [1333, 1391, 1554, 1416]
- ecos-head-0: EUZKEL-IXENA: [1049, 626, 1148, 640]
- ad-title: IGNACIO ARTECHE ARAMBURU: [1346, 1223, 1541, 1270]
- ad-title: Urruzuno'tar Ju'ene: [1345, 1162, 1541, 1187]
- list-item: Atraxtain.: [534, 1506, 584, 1519]
- ecos-right-head-2: UN HOMENAJE: [1316, 721, 1415, 734]
- list-item: Azpilaga.: [534, 1929, 581, 1941]
- ad-title: A. BARANDIARAN: [1087, 1271, 1271, 1295]
- ad-txikoro-mid: (ACHICORIA): [253, 1719, 354, 1738]
- divider: [534, 804, 781, 806]
- list-item: Bagaurta.: [657, 2165, 708, 2178]
- list-item: Bafenetxea.: [534, 2103, 595, 2115]
- ad-text: Ropa blanca · Géneros de punto · Novedades · Urbieta, 24. DONOSTIA. Tl. 117-19: [1053, 1439, 1303, 1464]
- poem-line: Ixilisauna baterl itunan uskurtu dago,: [662, 301, 871, 313]
- ad-text: Gordoniz, 5 · 11-496 teléfono · BILBAO: [1356, 1664, 1531, 1676]
- ad-agirre: [22, 1760, 524, 1797]
- list-item: Bafundia.: [657, 1730, 706, 1743]
